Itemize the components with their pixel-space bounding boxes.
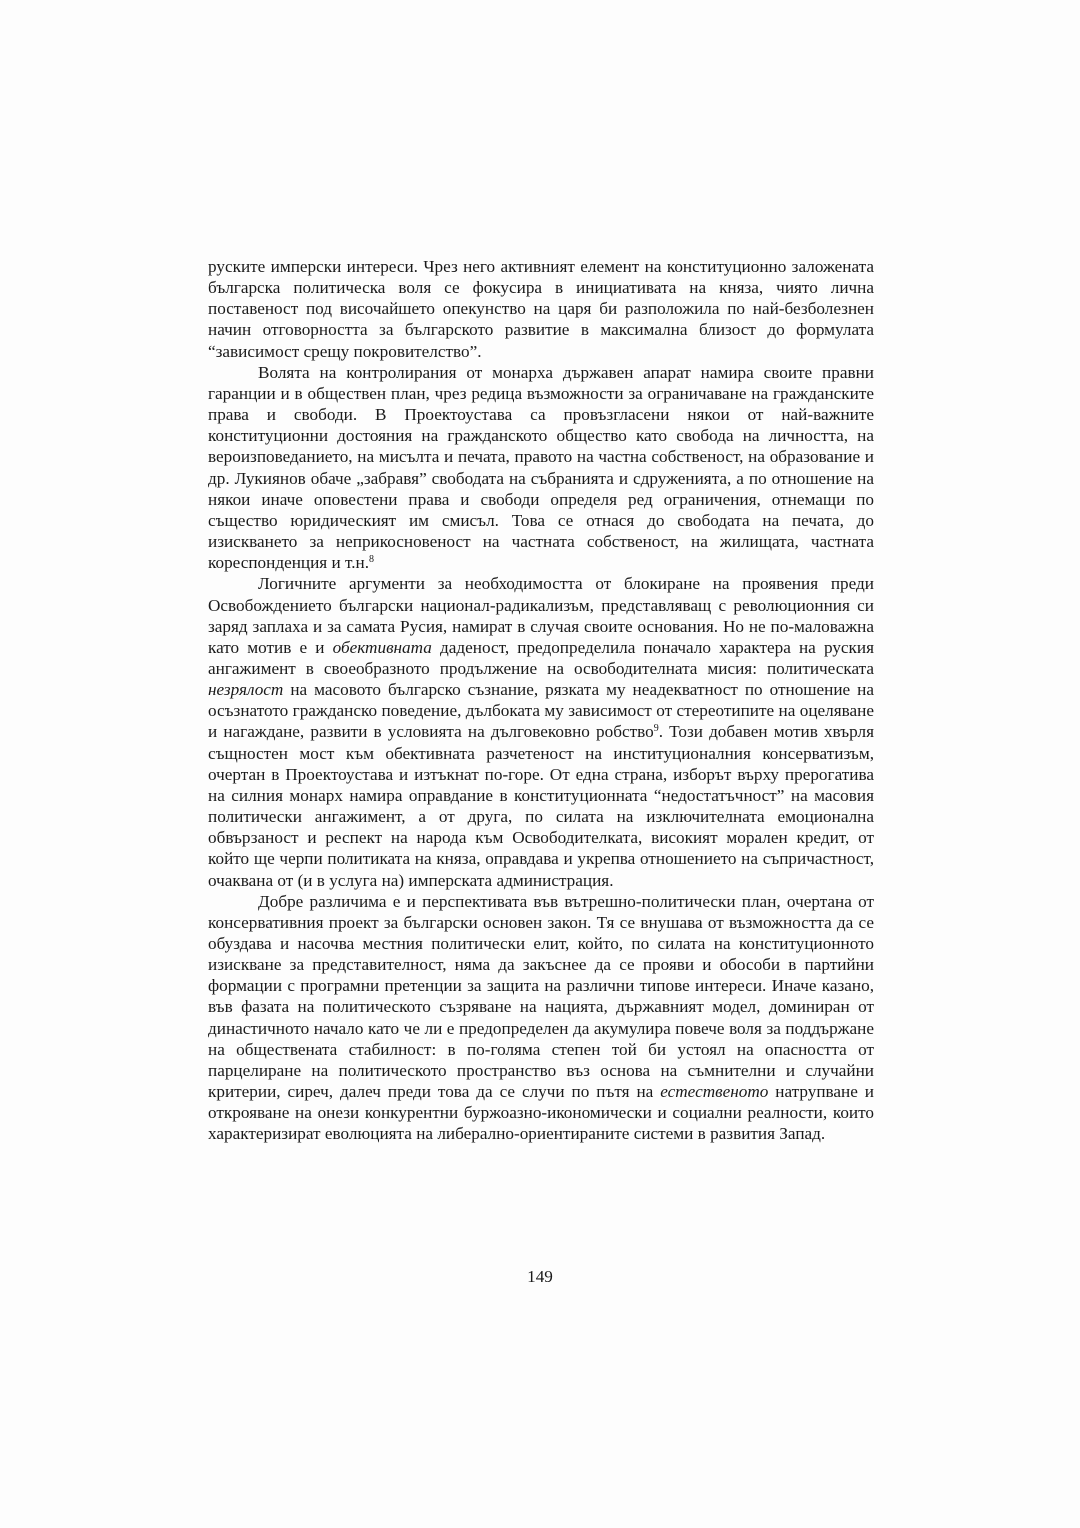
paragraph bbox=[208, 891, 874, 1145]
paragraph-text: натрупване и открояване на онези конкурентни буржоазно-икономически и социални реалности, които характеризират еволюцията на либерално-ориентираните системи в развития Запад. bbox=[208, 1082, 874, 1144]
footnote-reference: 8 bbox=[369, 554, 375, 566]
paragraph-text: Добре различима е и перспективата във вътрешно-политически план, очертана от консервативния проект за български основен закон. Тя се внушава от възможността да се обуздава и насочва местния политически елит, който, по силата на конституционното изискване за представителност, няма да закъснее да се прояви и обособи в партийни формации с програмни претенции за защита на различни типове интереси. Иначе казано, във фазата на политическото съзряване на нацията, държавният модел, доминиран от династичното начало като че ли е предопределен да акумулира повече воля за поддържане на обществената стабилност: в по-голяма степен той би устоял на опасността от парцелиране на политическото пространство въз основа на съмнителни и случайни критерии, сиреч, далеч преди това да се случи по пътя на bbox=[208, 891, 874, 1102]
emphasized-text: обективната bbox=[332, 637, 432, 657]
paragraph-text: руските имперски интереси. Чрез него активният елемент на конституционно заложената българска политическа воля се фокусира в инициативата на княза, чиято лична поставеност под височайшето опекунство на царя би разположила по най-безболезнен начин отговорността за българското развитие в максимална близост до формулата “зависимост срещу покровителство”. bbox=[208, 257, 874, 361]
emphasized-text: естественото bbox=[660, 1082, 769, 1102]
paragraph-text: на масовото българско съзнание, рязката му неадекватност по отношение на осъзнатото гражданско поведение, дълбоката му зависимост от стереотипите на оцеляване и нагаждане, развити в условията на дълговековно робство bbox=[208, 680, 874, 742]
page-number: 149 bbox=[527, 1267, 553, 1286]
body-text bbox=[208, 256, 874, 1145]
paragraph-text: Волята на контролирания от монарха държавен апарат намира своите правни гаранции и в обществен план, чрез редица възможности за ограничаване на гражданските права и свободи. В Проектоустава са провъзгласени някои от най-важните конституционни достояния на гражданското общество като свобода на личността, на вероизповеданието, на мисълта и печата, правото на частна собственост, на образование и др. Лукиянов обаче „забравя” свободата на събранията и сдруженията, а по отношение на някои иначе оповестени права и свободи определя ред ограничения, отнемащи по същество юридическият им смисъл. Това се отнася до свободата на печата, до изискването за неприкосновеност на частната собственост, на жилищата, частната кореспонденция и т.н. bbox=[208, 362, 874, 573]
paragraph bbox=[208, 573, 874, 890]
footnote-reference: 9 bbox=[653, 723, 659, 735]
paragraph-text: даденост, предопределила поначало характера на руския ангажимент в своеобразното продължение на освободителната мисия: политическата bbox=[208, 637, 874, 678]
paragraph bbox=[208, 362, 874, 574]
paragraph bbox=[208, 256, 874, 362]
paragraph-text: Логичните аргументи за необходимостта от блокиране на проявения преди Освобождението български национал-радикализъм, представляващ с революционния си заряд заплаха и за самата Русия, намират в случая своите основания. Но не по-маловажна като мотив е и bbox=[208, 574, 874, 657]
paragraph-text: . Този добавен мотив хвърля същностен мост към обективната разчетеност на институционалния консерватизъм, очертан в Проектоустава и изтъкнат по-горе. От една страна, изборът върху прерогатива на силния монарх намира оправдание в конституционната “недостатъчност” на масовия политически ангажимент, а от друга, по силата на изключителната емоционална обвързаност и респект на народа към Освободителката, високият морален кредит, от който ще черпи политиката на княза, оправдава и укрепва отношението на съпричастност, очаквана от (и в услуга на) имперската администрация. bbox=[208, 722, 874, 890]
emphasized-text: незрялост bbox=[208, 680, 284, 700]
